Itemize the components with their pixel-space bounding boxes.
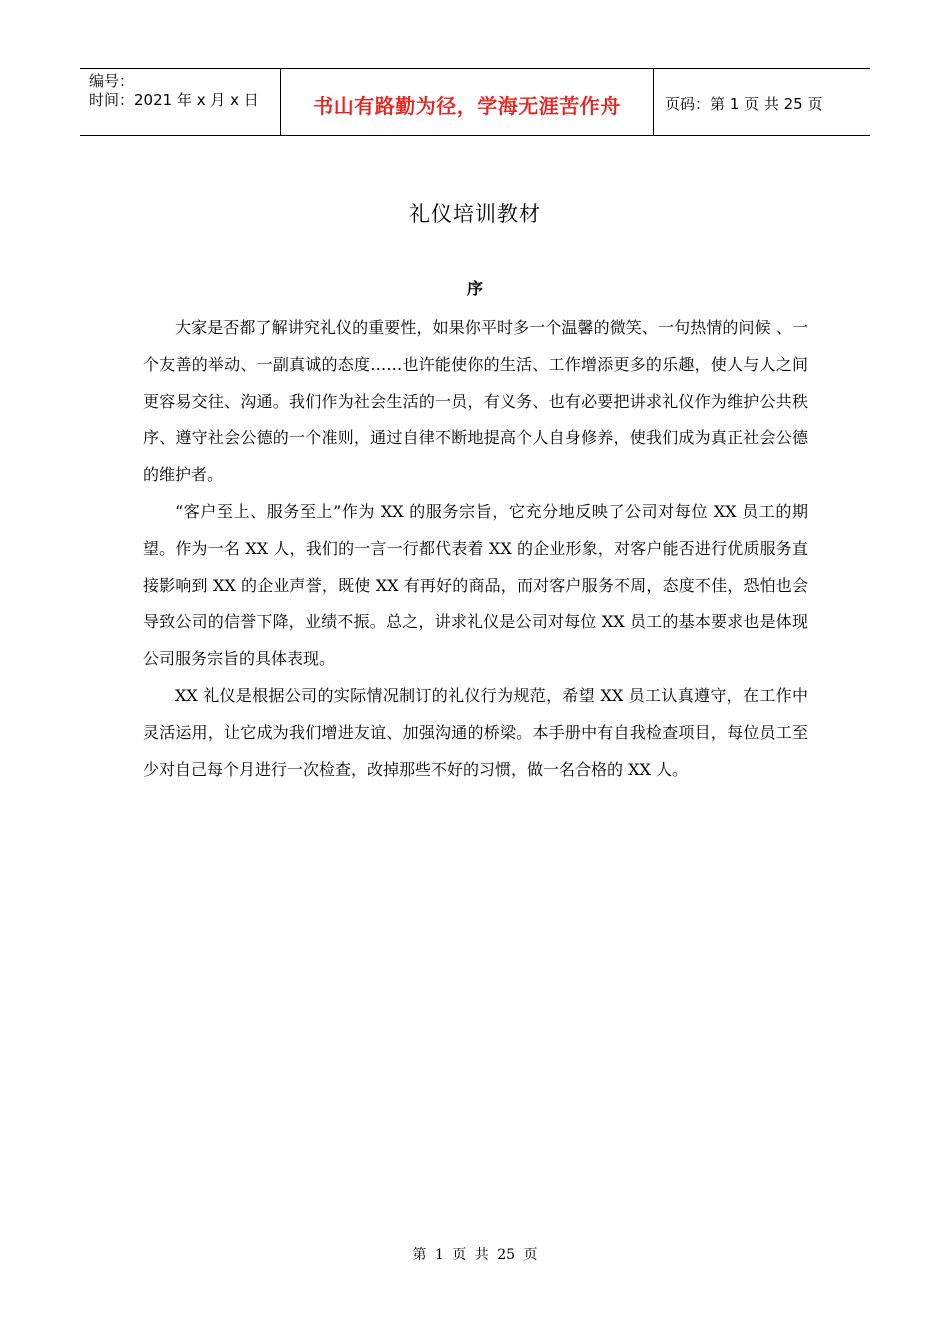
document-number-label: 编号： — [89, 72, 135, 90]
document-header — [80, 68, 870, 136]
header-motto: 书山有路勤为径，学海无涯苦作舟 — [313, 93, 621, 118]
body-paragraph: XX 礼仪是根据公司的实际情况制订的礼仪行为规范，希望 XX 员工认真遵守，在工作中灵活运用，让它成为我们增进友谊、加强沟通的桥梁。本手册中有自我检查项目，每位员工至少对自己每个月进行一次检查，改掉那些不好的习惯，做一名合格的 XX 人。 — [143, 685, 808, 779]
document-date-label: 时间：2021 年 x 月 x 日 — [89, 91, 259, 109]
body-paragraph: “客户至上、服务至上”作为 XX 的服务宗旨，它充分地反映了公司对每位 XX 员工的期望。作为一名 XX 人，我们的一言一行都代表着 XX 的企业形象，对客户能否进行优质服务直接影响到 XX 的企业声誉，既使 XX 有再好的商品，而对客户服务不周，态度不佳，恐怕也会导致公司的信誉下降，业绩不振。总之，讲求礼仪是公司对每位 XX 员工的基本要求也是体现公司服务宗旨的具体表现。 — [143, 501, 808, 669]
document-title: 礼仪培训教材 — [409, 202, 541, 226]
header-page-cell — [654, 69, 870, 135]
body-paragraph: 大家是否都了解讲究礼仪的重要性，如果你平时多一个温馨的微笑、一句热情的问候 、一个友善的举动、一副真诚的态度……也许能使你的生活、工作增添更多的乐趣，使人与人之间更容易交往、沟通。我们作为社会生活的一员，有义务、也有必要把讲求礼仪作为维护公共秩序、遵守社会公德的一个准则，通过自律不断地提高个人自身修养，使我们成为真正社会公德的维护者。 — [143, 318, 808, 485]
document-body — [143, 310, 808, 788]
section-title: 序 — [466, 279, 483, 298]
header-meta-cell — [80, 69, 281, 135]
header-motto-cell — [281, 69, 654, 135]
page-footer: 第 1 页 共 25 页 — [412, 1247, 538, 1263]
header-page-info: 页码：第 1 页 共 25 页 — [665, 94, 823, 113]
